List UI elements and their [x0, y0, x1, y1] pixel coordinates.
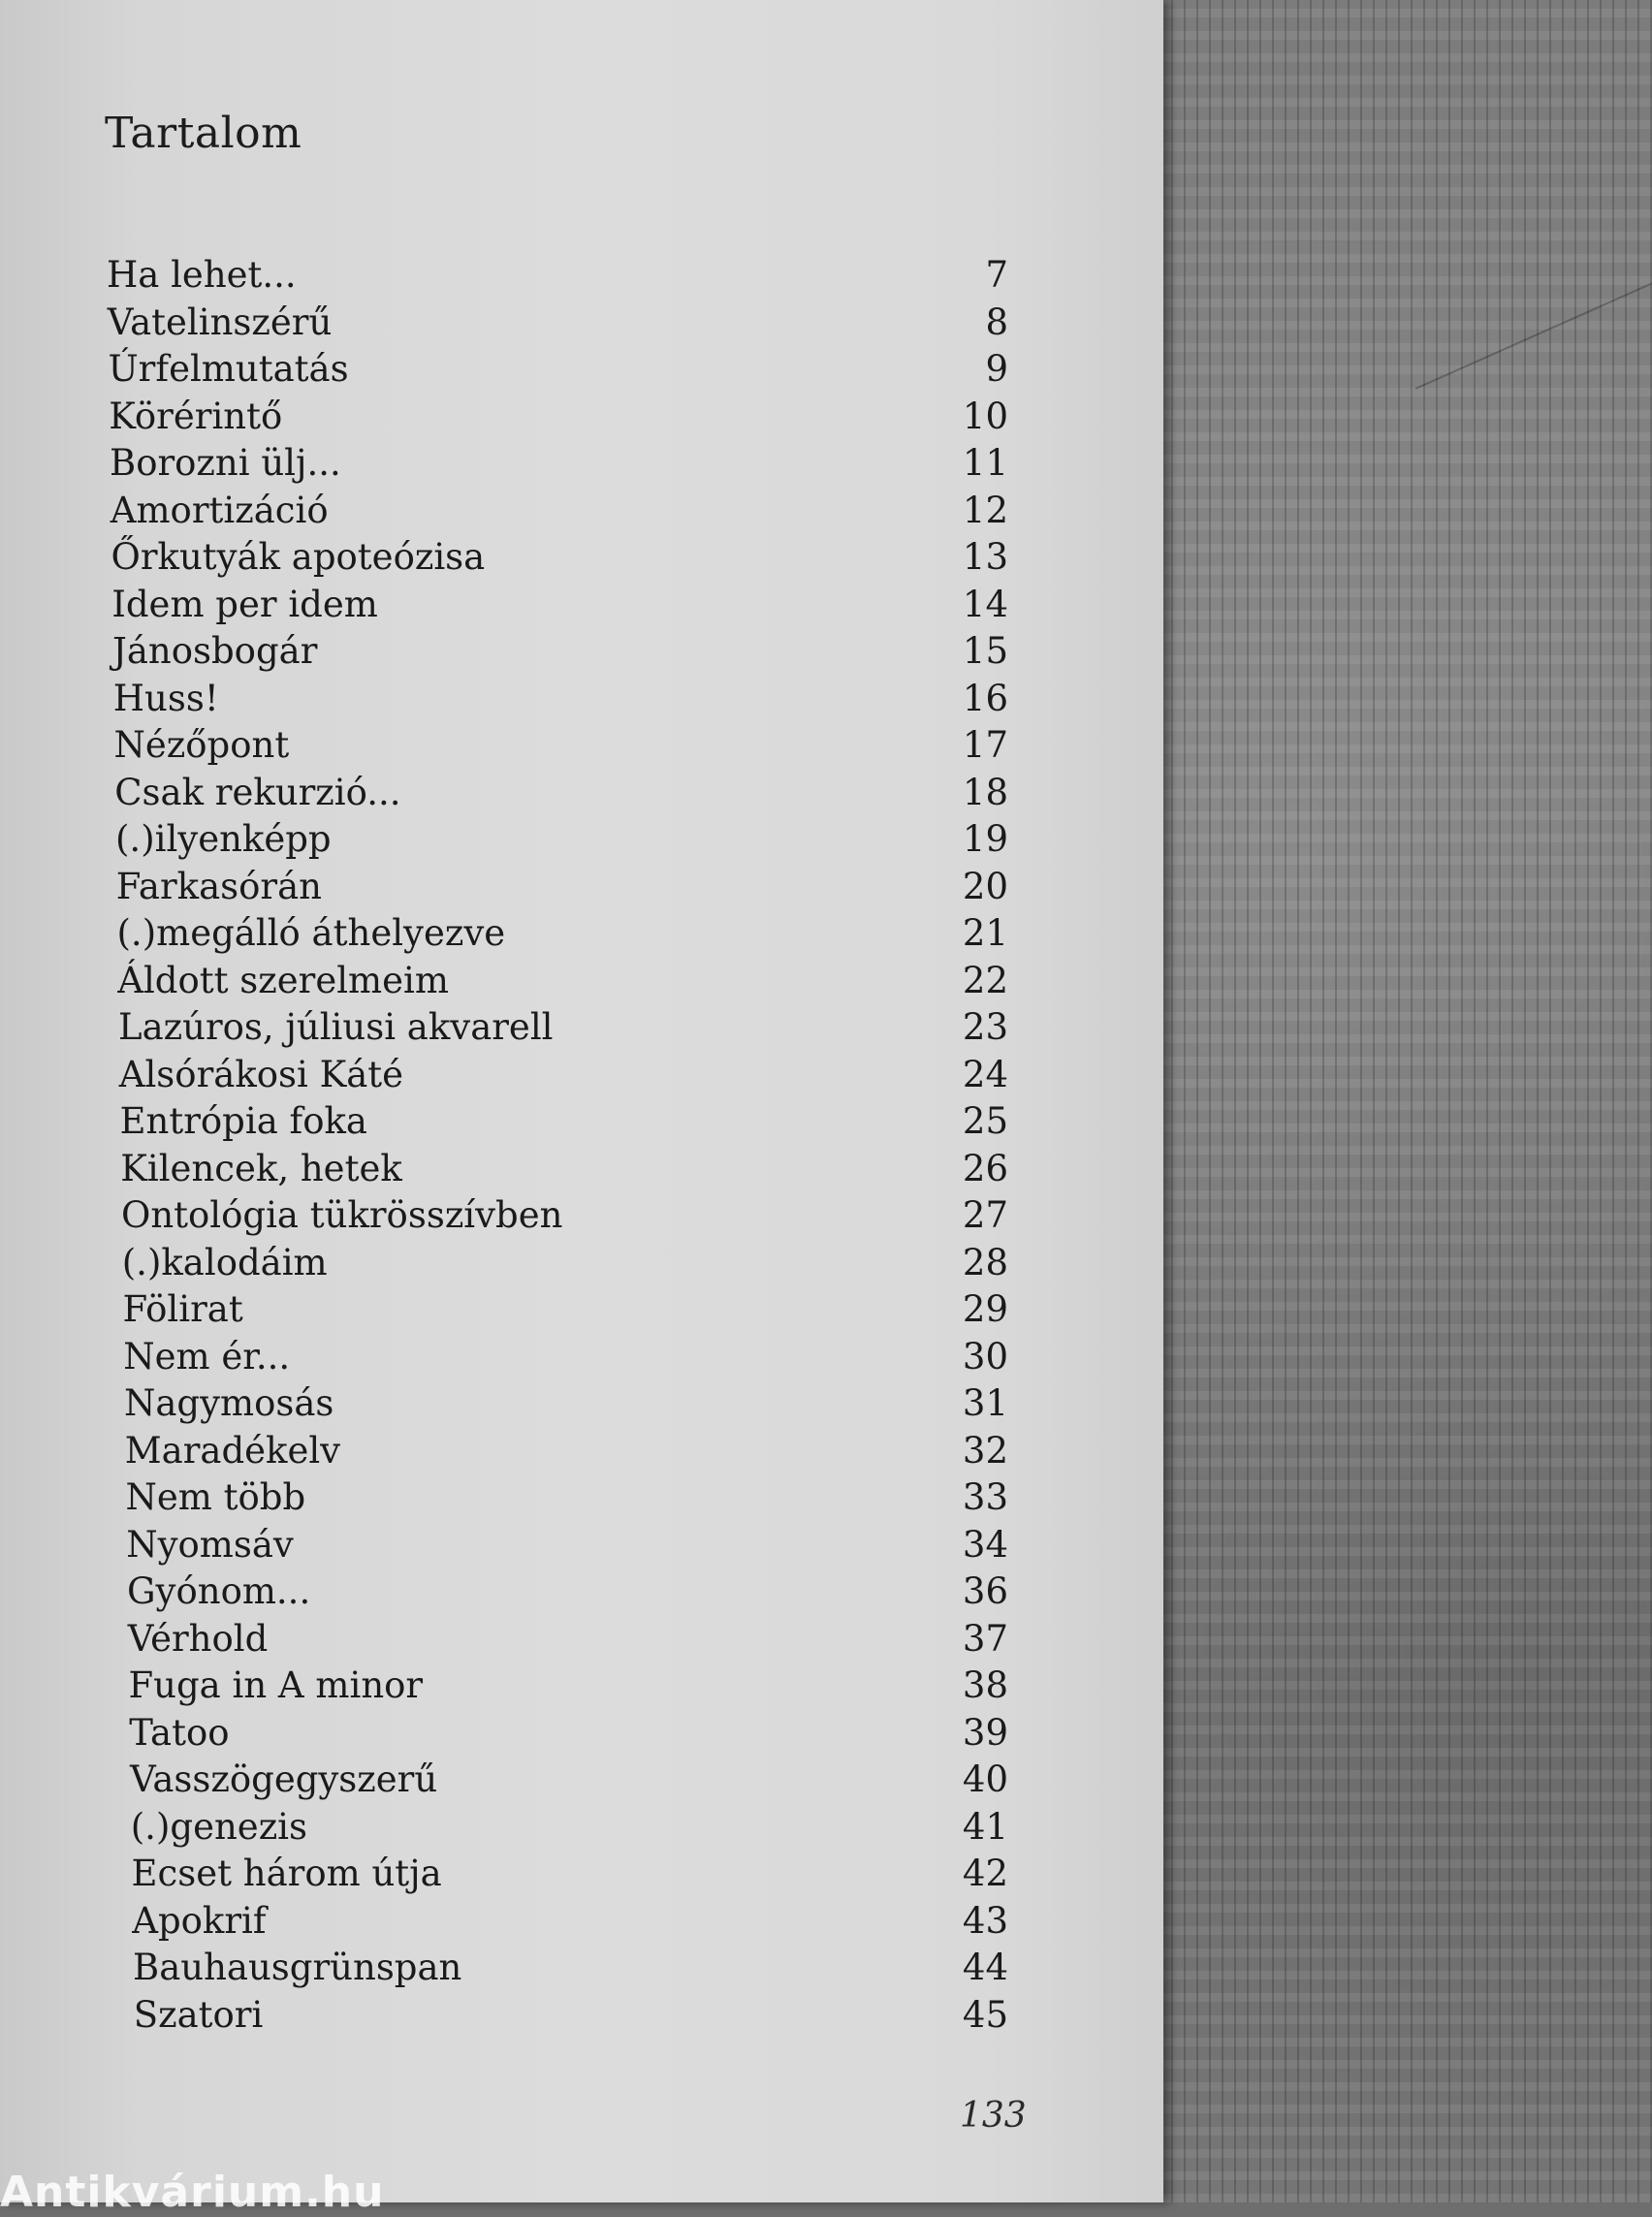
toc-entry-title: Ontológia tükrösszívben	[121, 1194, 563, 1236]
toc-entry-page: 11	[962, 442, 1008, 484]
toc-entry-page: 37	[962, 1617, 1008, 1660]
toc-entry-page: 22	[962, 959, 1008, 1001]
toc-entry	[111, 490, 1008, 537]
toc-entry	[108, 301, 1008, 349]
toc-entry-title: Huss!	[112, 677, 219, 719]
toc-entry-title: Amortizáció	[110, 489, 329, 531]
toc-entry-title: (.)megálló áthelyezve	[116, 912, 506, 954]
toc-entry-page: 38	[962, 1664, 1008, 1706]
toc-entry	[134, 1994, 1008, 2042]
toc-entry	[131, 1806, 1008, 1853]
toc-entry	[114, 724, 1009, 772]
toc-entry-page: 19	[962, 818, 1008, 860]
toc-entry-title: Maradékelv	[124, 1429, 341, 1472]
toc-entry-title: Ecset három útja	[131, 1853, 442, 1894]
toc-entry	[125, 1430, 1008, 1477]
toc-entry	[116, 866, 1008, 913]
toc-entry-page: 21	[962, 912, 1008, 954]
toc-entry-title: Nagymosás	[124, 1382, 334, 1424]
toc-entry	[120, 1148, 1008, 1195]
toc-entry-title: Nézőpont	[113, 724, 290, 766]
toc-entry-title: Nem ér...	[123, 1335, 291, 1378]
toc-entry	[119, 1054, 1008, 1101]
toc-entry	[117, 912, 1009, 960]
toc-entry	[132, 1900, 1008, 1948]
toc-entry-title: Nyomsáv	[126, 1523, 294, 1566]
toc-entry-title: Gyónom...	[127, 1570, 311, 1612]
page-number: 133	[960, 2096, 1027, 2136]
toc-entry	[130, 1758, 1008, 1806]
toc-entry-title: (.)genezis	[130, 1805, 308, 1848]
toc-entry-page: 32	[962, 1429, 1008, 1472]
toc-entry-title: Fuga in A minor	[128, 1664, 424, 1706]
toc-entry	[124, 1382, 1008, 1430]
toc-entry	[117, 960, 1008, 1007]
toc-entry-page: 17	[962, 724, 1008, 766]
toc-entry-page: 39	[962, 1711, 1008, 1754]
toc-entry-page: 15	[962, 630, 1008, 672]
toc-entry	[115, 818, 1008, 866]
toc-entry-page: 43	[962, 1899, 1008, 1942]
toc-entry-page: 30	[962, 1335, 1008, 1378]
toc-entry-page: 18	[962, 771, 1008, 813]
toc-entry-title: (.)kalodáim	[121, 1241, 328, 1283]
toc-entry	[112, 630, 1008, 678]
toc-entry	[111, 536, 1009, 584]
table-of-contents	[107, 254, 1008, 2041]
toc-entry-title: Körérintő	[109, 395, 283, 437]
toc-entry-page: 36	[962, 1570, 1008, 1612]
toc-entry	[123, 1288, 1009, 1336]
toc-entry-page: 42	[962, 1853, 1008, 1894]
toc-entry-page: 29	[962, 1288, 1008, 1330]
toc-entry-title: Jánosbogár	[112, 630, 318, 672]
toc-entry	[110, 442, 1008, 490]
toc-entry-page: 44	[962, 1947, 1008, 1988]
toc-entry-title: Vatelinszérű	[107, 301, 333, 343]
toc-entry-title: Ha lehet...	[107, 254, 297, 296]
toc-entry-page: 24	[962, 1053, 1008, 1095]
toc-entry-title: Úrfelmutatás	[108, 348, 349, 390]
toc-entry-page: 26	[962, 1147, 1008, 1189]
toc-entry-page: 27	[962, 1194, 1008, 1236]
toc-entry-title: Apokrif	[132, 1899, 267, 1942]
toc-entry-page: 9	[985, 348, 1008, 390]
toc-entry-page: 12	[962, 489, 1008, 531]
toc-entry-page: 8	[985, 301, 1008, 343]
toc-entry-title: Vasszögegyszerű	[130, 1758, 438, 1800]
toc-entry	[128, 1618, 1008, 1665]
toc-entry-page: 7	[985, 254, 1008, 296]
toc-entry-page: 33	[962, 1476, 1008, 1518]
toc-entry	[107, 254, 1008, 301]
toc-entry	[118, 1006, 1008, 1054]
toc-entry-title: Borozni ülj...	[110, 442, 341, 484]
toc-entry-page: 23	[962, 1006, 1008, 1048]
toc-entry-title: Bauhausgrünspan	[133, 1947, 462, 1988]
toc-entry-page: 10	[962, 395, 1008, 437]
toc-entry-title: Farkasórán	[115, 865, 322, 907]
watermark: Antikvárium.hu	[0, 2168, 385, 2217]
toc-entry	[126, 1476, 1009, 1524]
toc-entry	[114, 772, 1008, 819]
toc-entry-page: 16	[962, 677, 1008, 719]
toc-entry-title: Vérhold	[127, 1617, 269, 1660]
toc-entry	[133, 1947, 1008, 1994]
toc-entry-page: 34	[962, 1523, 1008, 1566]
toc-entry	[120, 1100, 1009, 1148]
toc-entry-title: Szatori	[133, 1993, 264, 2036]
toc-entry-page: 25	[962, 1100, 1008, 1142]
toc-entry-title: Alsórákosi Káté	[118, 1053, 404, 1095]
toc-entry-title: (.)ilyenképp	[115, 818, 332, 860]
toc-entry-page: 45	[962, 1993, 1008, 2036]
toc-entry-page: 31	[962, 1382, 1008, 1424]
toc-entry	[121, 1194, 1008, 1242]
book-cover-background	[1159, 0, 1652, 2202]
toc-entry	[111, 584, 1008, 631]
toc-entry-page: 40	[962, 1758, 1008, 1800]
toc-entry-title: Csak rekurzió...	[114, 771, 401, 813]
toc-entry-page: 13	[962, 536, 1008, 578]
toc-entry-title: Entrópia foka	[119, 1100, 367, 1142]
toc-entry-title: Kilencek, hetek	[120, 1147, 402, 1189]
toc-entry	[109, 396, 1008, 443]
toc-entry	[109, 348, 1009, 396]
toc-entry-title: Lazúros, júliusi akvarell	[118, 1006, 554, 1048]
toc-entry-page: 20	[962, 865, 1008, 907]
toc-entry-page: 14	[962, 583, 1008, 625]
toc-entry-page: 41	[962, 1805, 1008, 1848]
toc-entry	[129, 1712, 1008, 1759]
toc-entry	[122, 1242, 1008, 1289]
toc-entry	[127, 1570, 1008, 1618]
toc-entry	[132, 1853, 1009, 1900]
page-title: Tartalom	[105, 109, 302, 158]
toc-entry-title: Nem több	[125, 1476, 306, 1518]
toc-entry-title: Áldott szerelmeim	[117, 959, 449, 1001]
toc-entry-title: Idem per idem	[111, 583, 378, 625]
toc-entry-page: 28	[962, 1241, 1008, 1283]
toc-entry-title: Tatoo	[129, 1711, 230, 1754]
toc-entry-title: Őrkutyák apoteózisa	[111, 536, 486, 578]
toc-entry	[129, 1664, 1009, 1712]
toc-entry	[123, 1336, 1008, 1383]
toc-entry	[126, 1524, 1008, 1571]
toc-entry	[113, 678, 1008, 725]
toc-entry-title: Fölirat	[122, 1288, 243, 1330]
